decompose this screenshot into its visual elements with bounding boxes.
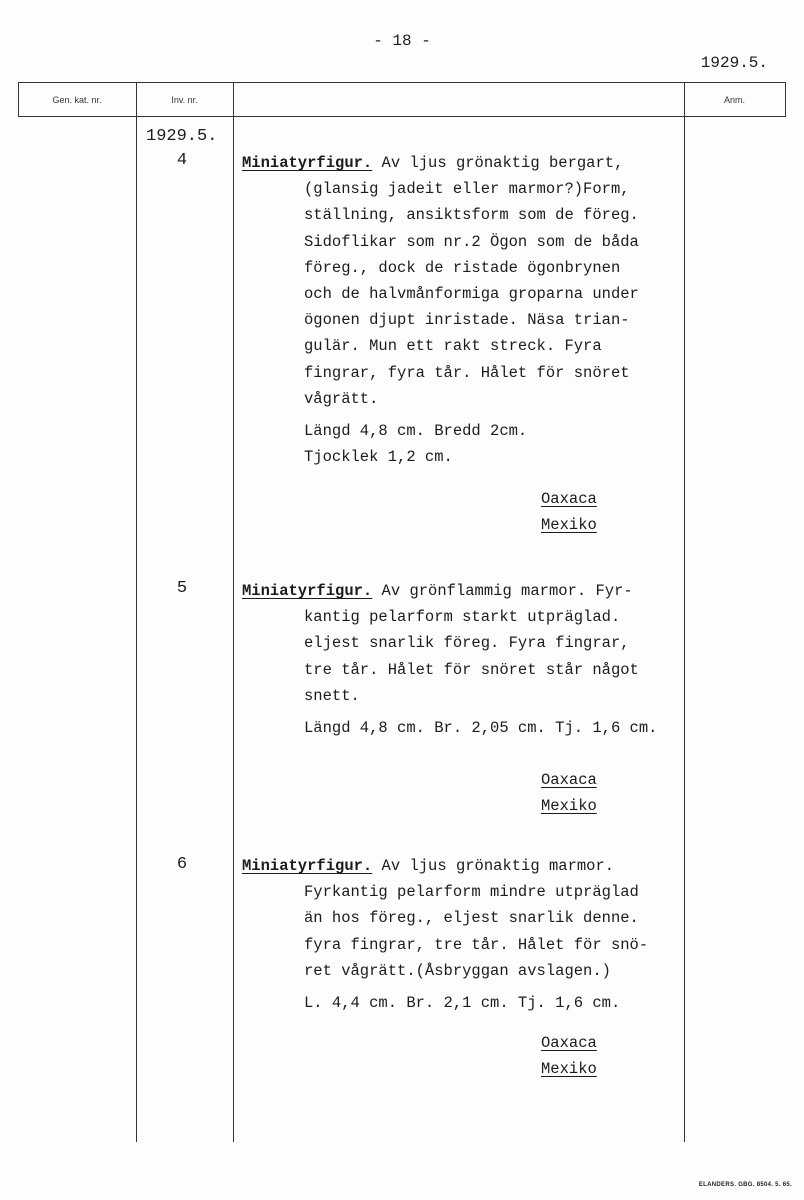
entry-line: ställning, ansiktsform som de föreg. — [304, 206, 639, 225]
entry-line: tre tår. Hålet för snöret står något — [304, 660, 639, 679]
catalog-entry — [242, 150, 702, 538]
entry-first-line-text: Av ljus grönaktig marmor. — [372, 857, 615, 875]
entry-line: ögonen djupt inristade. Näsa trian- — [304, 311, 630, 330]
column-header-inv: Inv. nr. — [171, 95, 198, 105]
entry-first-line — [242, 853, 702, 879]
gen-inv-divider — [136, 82, 137, 1142]
table-right-edge — [785, 82, 786, 116]
column-header-anm: Anm. — [723, 95, 745, 105]
inventory-year: 1929.5. — [146, 127, 218, 146]
entry-place: Oaxaca — [541, 490, 597, 509]
page-number: - 18 - — [373, 32, 431, 50]
entry-line: snett. — [304, 686, 360, 705]
entry-line: Sidoflikar som nr.2 Ögon som de båda — [304, 232, 639, 251]
entry-country: Mexiko — [541, 516, 597, 535]
entry-line: fyra fingrar, tre tår. Hålet för snö- — [304, 935, 649, 954]
entry-line: gulär. Mun ett rakt streck. Fyra — [304, 337, 602, 356]
entry-line: än hos föreg., eljest snarlik denne. — [304, 909, 639, 928]
entry-line: föreg., dock de ristade ögonbrynen — [304, 258, 621, 277]
printer-mark: ELANDERS. GBG. 8504. 5. 65. — [698, 1182, 792, 1188]
entry-measurements: L. 4,4 cm. Br. 2,1 cm. Tj. 1,6 cm. — [304, 994, 621, 1013]
entry-first-line — [242, 578, 702, 604]
year-header: 1929.5. — [700, 54, 768, 72]
entry-line: eljest snarlik föreg. Fyra fingrar, — [304, 634, 630, 653]
entry-line: ret vågrätt.(Åsbryggan avslagen.) — [304, 961, 611, 980]
entry-first-line — [242, 150, 702, 176]
entry-number: 6 — [176, 855, 188, 874]
entry-line: kantig pelarform starkt utpräglad. — [304, 608, 621, 627]
entry-place: Oaxaca — [541, 1034, 597, 1053]
entry-first-line-text: Av grönflammig marmor. Fyr- — [372, 582, 633, 600]
entry-line: och de halvmånformiga groparna under — [304, 285, 639, 304]
entry-title: Miniatyrfigur. — [242, 582, 373, 600]
entry-title: Miniatyrfigur. — [242, 154, 373, 172]
entry-line: (glansig jadeit eller marmor?)Form, — [304, 180, 630, 199]
entry-first-line-text: Av ljus grönaktig bergart, — [372, 154, 624, 172]
entry-measurements: Längd 4,8 cm. Bredd 2cm. — [304, 422, 528, 441]
entry-country: Mexiko — [541, 797, 597, 816]
entry-number: 4 — [176, 151, 188, 170]
entry-measurements: Längd 4,8 cm. Br. 2,05 cm. Tj. 1,6 cm. — [304, 719, 658, 738]
entry-country: Mexiko — [541, 1060, 597, 1079]
entry-title: Miniatyrfigur. — [242, 857, 373, 875]
catalog-entry — [242, 578, 702, 819]
column-header-gen-kat: Gen. kat. nr. — [52, 95, 102, 105]
entry-place: Oaxaca — [541, 771, 597, 790]
table-top-rule — [18, 82, 786, 83]
entry-line: vågrätt. — [304, 389, 379, 408]
entry-measurements: Tjocklek 1,2 cm. — [304, 448, 453, 467]
inv-text-divider — [233, 82, 234, 1142]
entry-line: Fyrkantig pelarform mindre utpräglad — [304, 883, 639, 902]
entry-number: 5 — [176, 579, 188, 598]
entry-line: fingrar, fyra tår. Hålet för snöret — [304, 363, 630, 382]
catalog-entry — [242, 853, 702, 1082]
table-header-rule — [18, 116, 786, 117]
